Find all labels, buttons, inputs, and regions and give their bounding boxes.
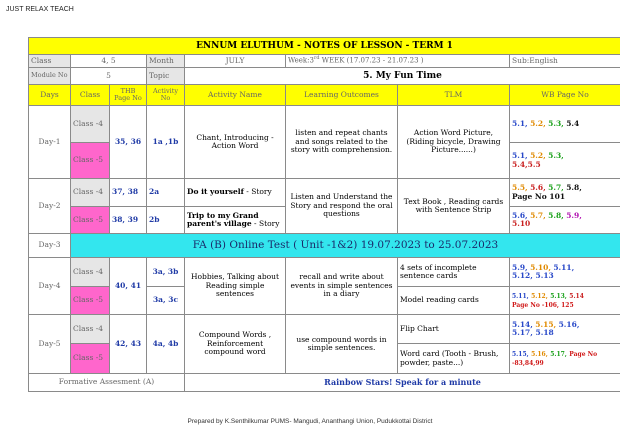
day-4-class-5: Class -5 (71, 287, 110, 315)
day-1-label: Day-1 (29, 106, 71, 179)
day-2-class-5: Class -5 (71, 207, 110, 234)
header-thb-page: THB Page No (110, 85, 147, 106)
day-5-class-4: Class -4 (71, 315, 110, 344)
day-2-wb-class-4: 5.5, 5.6, 5.7, 5.8, Page No 101 (510, 179, 620, 207)
formative-label: Formative Assesment (A) (29, 374, 185, 392)
header-activity-no: Activity No (147, 85, 185, 106)
day-1-class-4: Class -4 (71, 106, 110, 143)
day-3-online-test: FA (B) Online Test ( Unit -1&2) 19.07.2023 to 25.07.2023 (71, 234, 620, 258)
header-class: Class (71, 85, 110, 106)
subject: Sub:English (510, 55, 620, 68)
day-4-tlm-class-4: 4 sets of incomplete sentence cards (398, 258, 510, 287)
day-5-wb-class-5: 5.15, 5.16, 5.17, Page No -83,84,99 (510, 344, 620, 374)
page-title: ENNUM ELUTHUM - NOTES OF LESSON - TERM 1 (29, 38, 620, 55)
day-5-activity-name: Compound Words , Reinforcement compound word (185, 315, 286, 374)
header-tlm: TLM (398, 85, 510, 106)
day-4-tlm-class-5: Model reading cards (398, 287, 510, 315)
day-1-wb-class-5: 5.1, 5.2, 5.3, 5.4,5.5 (510, 143, 620, 179)
day-1-outcome: listen and repeat chants and songs related to the story with comprehension. (286, 106, 398, 179)
topic-value: 5. My Fun Time (185, 68, 620, 85)
header-days: Days (29, 85, 71, 106)
day-2-wb-class-5: 5.6, 5.7, 5.8, 5.9, 5.10 (510, 207, 620, 234)
day-2-activity-no-class-4: 2a (147, 179, 185, 207)
header-wb-page: WB Page No (510, 85, 620, 106)
day-4-class-4: Class -4 (71, 258, 110, 287)
day-5-outcome: use compound words in simple sentences. (286, 315, 398, 374)
footer-credit: Prepared by K.Senthilkumar PUMS- Mangudi, Ananthangi Union, Pudukkottai District (187, 418, 433, 425)
day-2-activity-no-class-5: 2b (147, 207, 185, 234)
day-4-outcome: recall and write about events in simple sentences in a diary (286, 258, 398, 315)
day-4-label: Day-4 (29, 258, 71, 315)
day-5-tlm-class-5: Word card (Tooth - Brush, powder, paste...) (398, 344, 510, 374)
day-5-activity-no: 4a, 4b (147, 315, 185, 374)
day-5-class-5: Class -5 (71, 344, 110, 374)
day-4-thb: 40, 41 (110, 258, 147, 315)
week-info: Week:3rd WEEK (17.07.23 - 21.07.23 ) (286, 55, 510, 68)
day-1-tlm: Action Word Picture, (Riding bicycle, Drawing Picture......) (398, 106, 510, 179)
day-5-wb-class-4: 5.14, 5.15, 5.16, 5.17, 5.18 (510, 315, 620, 344)
day-2-thb-class-5: 38, 39 (110, 207, 147, 234)
day-3-label: Day-3 (29, 234, 71, 258)
day-2-class-4: Class -4 (71, 179, 110, 207)
day-5-tlm-class-4: Flip Chart (398, 315, 510, 344)
module-label: Module No (29, 68, 71, 85)
day-1-thb: 35, 36 (110, 106, 147, 179)
day-2-activity-name-class-5: Trip to my Grand parent's village - Story (185, 207, 286, 234)
module-value: 5 (71, 68, 147, 85)
day-4-activity-no-class-4: 3a, 3b (147, 258, 185, 287)
site-label: JUST RELAX TEACH (6, 6, 74, 13)
lesson-plan-table (28, 37, 620, 392)
class-label: Class (29, 55, 71, 68)
day-1-wb-class-4: 5.1, 5.2, 5.3, 5.4 (510, 106, 620, 143)
month-label: Month (147, 55, 185, 68)
day-2-label: Day-2 (29, 179, 71, 234)
day-1-activity-name: Chant, Introducing - Action Word (185, 106, 286, 179)
month-value: JULY (185, 55, 286, 68)
day-2-outcome: Listen and Understand the Story and respond the oral questions (286, 179, 398, 234)
day-2-tlm: Text Book , Reading cards with Sentence Strip (398, 179, 510, 234)
day-4-activity-name: Hobbies, Talking about Reading simple sentences (185, 258, 286, 315)
day-1-activity-no: 1a ,1b (147, 106, 185, 179)
day-5-thb: 42, 43 (110, 315, 147, 374)
day-2-thb-class-4: 37, 38 (110, 179, 147, 207)
class-value: 4, 5 (71, 55, 147, 68)
day-4-wb-class-5: 5.11, 5.12, 5.13, 5.14 Page No -106, 125 (510, 287, 620, 315)
formative-activity: Rainbow Stars! Speak for a minute (185, 374, 620, 392)
day-4-activity-no-class-5: 3a, 3c (147, 287, 185, 315)
day-5-label: Day-5 (29, 315, 71, 374)
day-2-activity-name-class-4: Do it yourself - Story (185, 179, 286, 207)
day-1-class-5: Class -5 (71, 143, 110, 179)
day-4-wb-class-4: 5.9, 5.10, 5.11, 5.12, 5.13 (510, 258, 620, 287)
header-activity-name: Activity Name (185, 85, 286, 106)
topic-label: Topic (147, 68, 185, 85)
header-learning-outcomes: Learning Outcomes (286, 85, 398, 106)
